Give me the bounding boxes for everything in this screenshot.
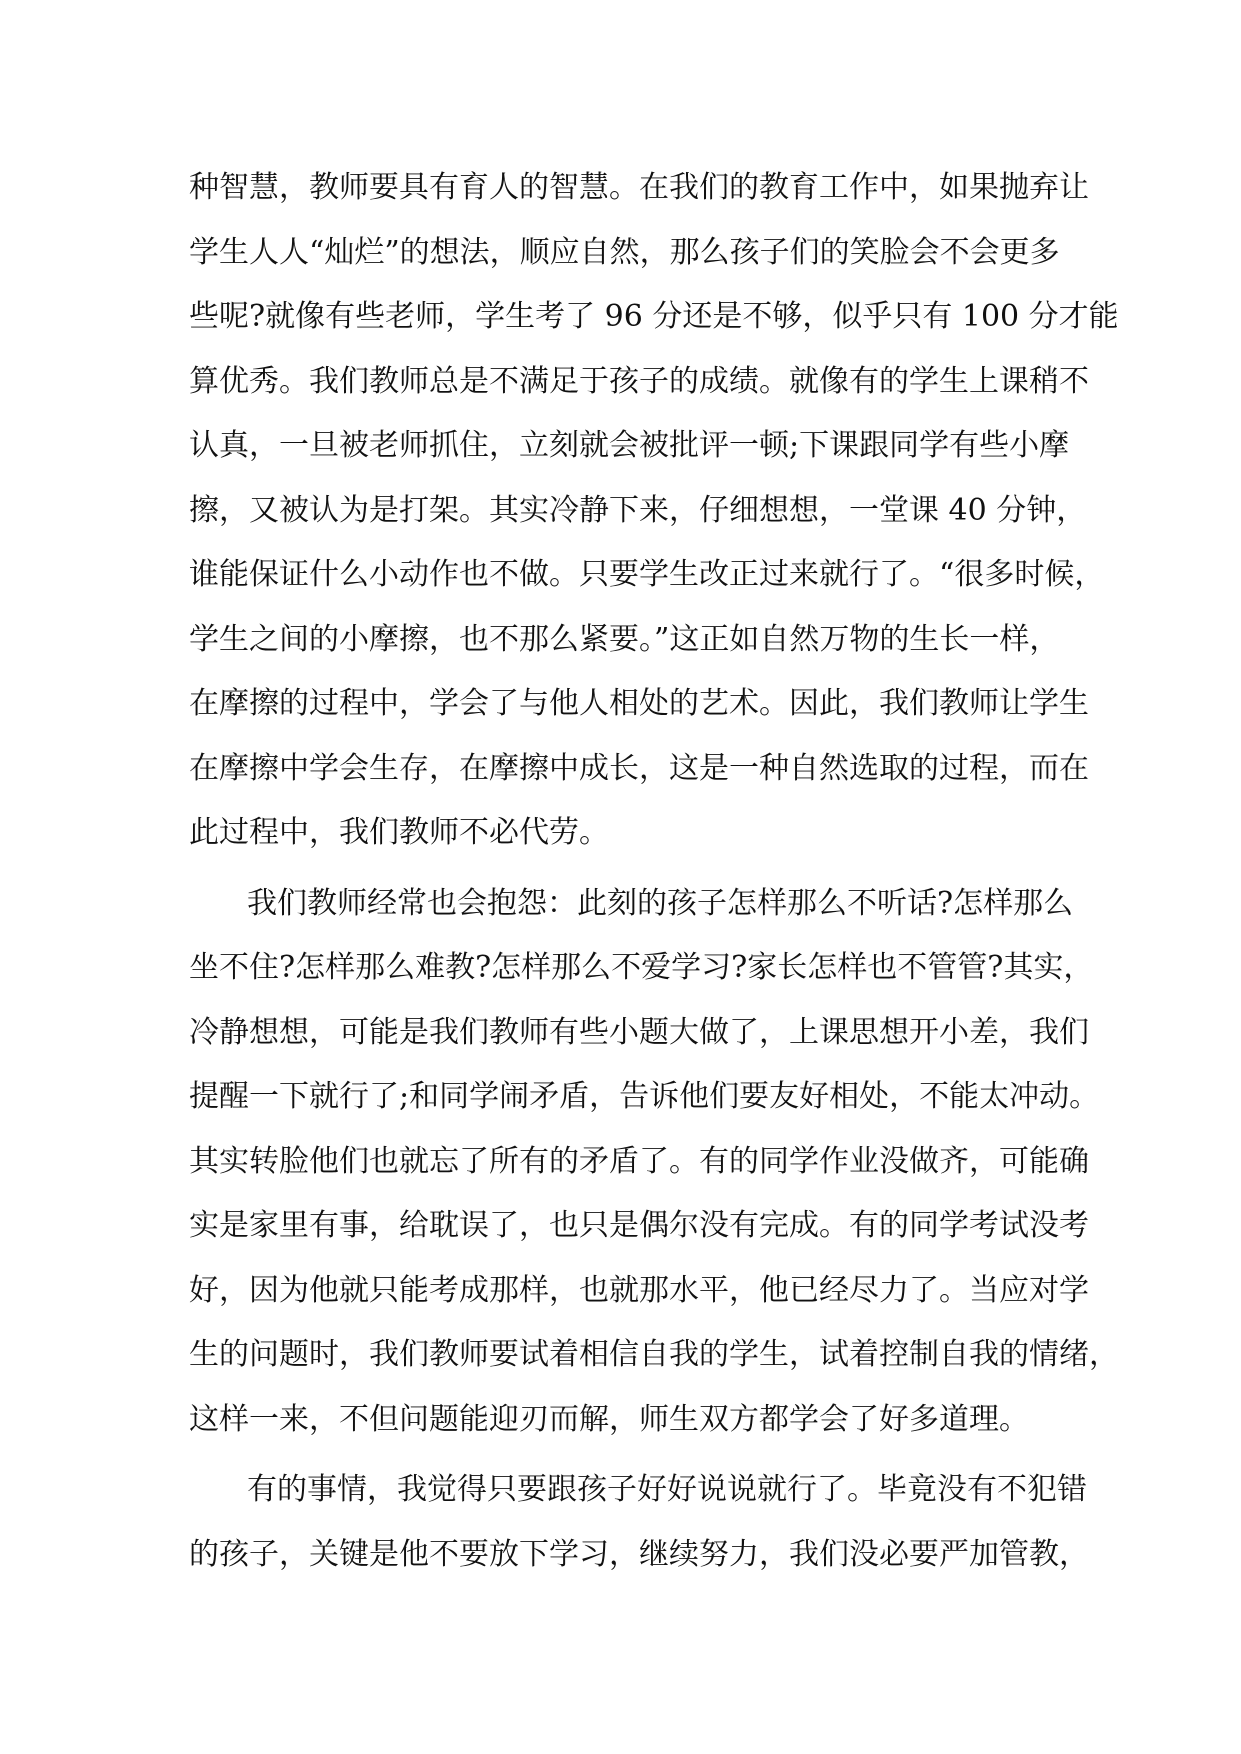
paragraph-1 [189, 156, 1119, 866]
text-line: 其实转脸他们也就忘了所有的矛盾了。有的同学作业没做齐，可能确 [189, 1143, 1089, 1179]
text-line: 认真，一旦被老师抓住，立刻就会被批评一顿;下课跟同学有些小摩 [189, 428, 1070, 463]
text-line: 学生之间的小摩擦，也不那么紧要。”这正如自然万物的生长一样， [189, 621, 1060, 657]
text-line: 在摩擦的过程中，学会了与他人相处的艺术。因此，我们教师让学生 [189, 686, 1089, 721]
text-line: 谁能保证什么小动作也不做。只要学生改正过来就行了。“很多时候， [189, 557, 1105, 592]
text-line: 好，因为他就只能考成那样，也就那水平，他已经尽力了。当应对学 [189, 1272, 1089, 1308]
text-line: 提醒一下就行了;和同学闹矛盾，告诉他们要友好相处，不能太冲动。 [189, 1079, 1100, 1114]
text-line: 生的问题时，我们教师要试着相信自我的学生，试着控制自我的情绪， [189, 1337, 1119, 1372]
text-line: 这样一来，不但问题能迎刃而解，师生双方都学会了好多道理。 [189, 1401, 1029, 1437]
body-text [189, 156, 1119, 1587]
text-line: 我们教师经常也会抱怨：此刻的孩子怎样那么不听话?怎样那么 [247, 885, 1074, 921]
text-line: 实是家里有事，给耽误了，也只是偶尔没有完成。有的同学考试没考 [189, 1208, 1089, 1243]
text-line: 此过程中，我们教师不必代劳。 [189, 815, 609, 850]
text-line: 在摩擦中学会生存，在摩擦中成长，这是一种自然选取的过程，而在 [189, 750, 1089, 786]
paragraph-3 [189, 1458, 1089, 1587]
text-line: 些呢?就像有些老师，学生考了 96 分还是不够，似乎只有 100 分才能 [189, 299, 1119, 334]
text-line: 擦，又被认为是打架。其实冷静下来，仔细想想，一堂课 40 分钟， [189, 492, 1087, 528]
text-line: 种智慧，教师要具有育人的智慧。在我们的教育工作中，如果抛弃让 [189, 170, 1089, 205]
text-line: 算优秀。我们教师总是不满足于孩子的成绩。就像有的学生上课稍不 [189, 363, 1089, 399]
paragraph-2 [189, 872, 1119, 1453]
text-line: 坐不住?怎样那么难教?怎样那么不爱学习?家长怎样也不管管?其实， [189, 950, 1094, 985]
text-line: 冷静想想，可能是我们教师有些小题大做了，上课思想开小差，我们 [189, 1014, 1089, 1050]
text-line: 有的事情，我觉得只要跟孩子好好说说就行了。毕竟没有不犯错 [247, 1472, 1087, 1507]
text-line: 的孩子，关键是他不要放下学习，继续努力，我们没必要严加管教， [189, 1536, 1089, 1572]
text-line: 学生人人“灿烂”的想法，顺应自然，那么孩子们的笑脸会不会更多 [189, 234, 1060, 270]
